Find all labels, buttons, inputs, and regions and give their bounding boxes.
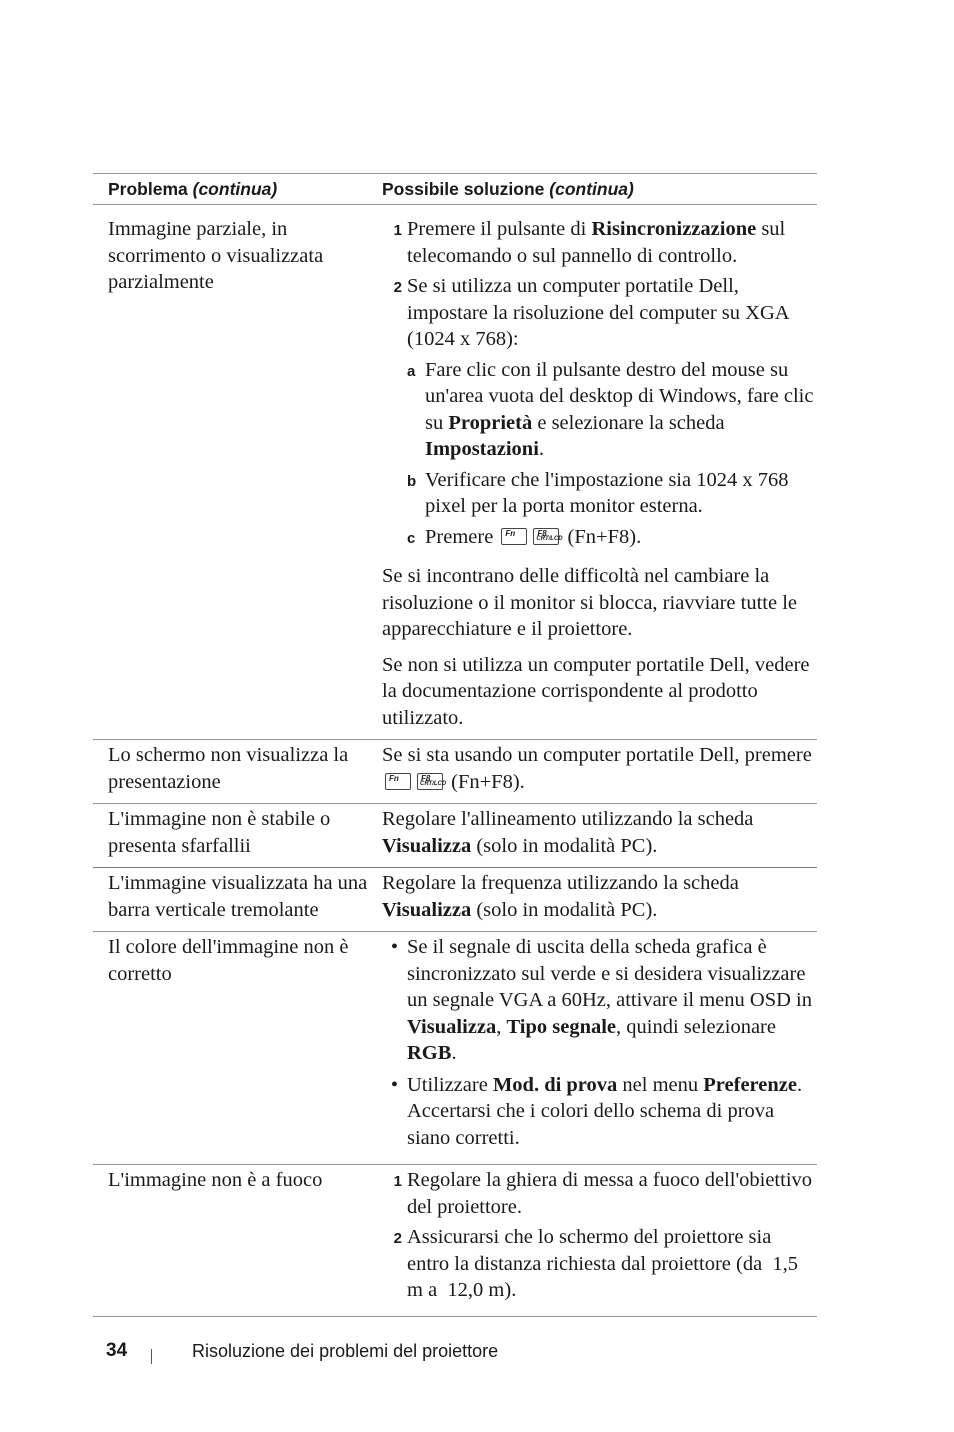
- table-header: [93, 174, 817, 205]
- solution-cell: [382, 205, 817, 739]
- header-solution: Possibile soluzione (continua): [382, 179, 634, 199]
- f8-key-icon: F8 CRT/LCD: [417, 773, 443, 790]
- fn-key-icon: Fn: [385, 773, 411, 790]
- solution-cell: Se si sta usando un computer portatile Dell, premere Fn F8 CRT/LCD (Fn+F8).: [382, 744, 812, 793]
- step-2: 2 Se si utilizza un computer portatile Dell, impostare la risoluzione del computer su XGA (1024 x 768):: [393, 275, 789, 350]
- substep-b: b Verificare che l'impostazione sia 1024 x 768 pixel per la porta monitor esterna.: [407, 468, 789, 517]
- table-row: [93, 740, 817, 804]
- problem-cell: Lo schermo non visualizza la presentazione: [108, 744, 349, 793]
- header-problem: Problema (continua): [108, 179, 278, 199]
- problem-cell: Il colore dell'immagine non è corretto: [108, 936, 349, 985]
- footer-title: Risoluzione dei problemi del proiettore: [192, 1341, 499, 1361]
- footer-divider: [151, 1349, 152, 1364]
- solution-cell: [382, 932, 817, 1164]
- substep-c: c Premere Fn F8 CRT/LCD (Fn+F8).: [407, 525, 642, 548]
- solution-cell: [382, 1165, 817, 1316]
- troubleshooting-table: [93, 173, 817, 1317]
- page-number: 34: [106, 1340, 128, 1361]
- bullet-icon: •: [390, 1073, 399, 1096]
- fn-key-icon: Fn: [501, 528, 527, 545]
- step-2: 2 Assicurarsi che lo schermo del proiettore sia entro la distanza richiesta dal proiettore (da 1,5 m a 12,0 m).: [393, 1226, 804, 1301]
- table-row: [93, 1165, 817, 1317]
- problem-cell: Immagine parziale, in scorrimento o visualizzata parzialmente: [108, 218, 324, 293]
- table-row: [93, 205, 817, 740]
- bullet-item: • Utilizzare Mod. di prova nel menu Preferenze. Accertarsi che i colori dello schema di prova siano corretti.: [382, 1072, 817, 1152]
- step-1: 1 Regolare la ghiera di messa a fuoco dell'obiettivo del proiettore.: [393, 1169, 813, 1218]
- problem-cell: L'immagine non è a fuoco: [108, 1169, 323, 1191]
- table-row: [93, 804, 817, 868]
- f8-key-icon: F8 CRT/LCD: [533, 528, 559, 545]
- bullet-item: • Se il segnale di uscita della scheda grafica è sincronizzato sul verde e si desidera visualizzare un segnale VGA a 60Hz, attivare il menu OSD in Visualizza, Tipo segnale, quindi selezionare RGB.: [382, 934, 817, 1067]
- step-1: 1 Premere il pulsante di Risincronizzazione sul telecomando o sul pannello di controllo.: [393, 218, 786, 267]
- substep-a: a Fare clic con il pulsante destro del mouse su un'area vuota del desktop di Windows, fare clic su Proprietà e selezionare la scheda Impostazioni.: [407, 358, 814, 460]
- solution-cell: Regolare l'allineamento utilizzando la scheda Visualizza (solo in modalità PC).: [382, 808, 754, 857]
- problem-cell: L'immagine visualizzata ha una barra verticale tremolante: [108, 872, 368, 921]
- page-footer: [0, 1340, 954, 1370]
- problem-cell: L'immagine non è stabile o presenta sfarfallii: [108, 808, 331, 857]
- table-row: [93, 868, 817, 932]
- solution-cell: Regolare la frequenza utilizzando la scheda Visualizza (solo in modalità PC).: [382, 872, 739, 921]
- bullet-icon: •: [390, 936, 399, 958]
- table-row: [93, 932, 817, 1165]
- note-paragraph: Se non si utilizza un computer portatile Dell, vedere la documentazione corrispondente al prodotto utilizzato.: [382, 653, 810, 729]
- note-paragraph: Se si incontrano delle difficoltà nel cambiare la risoluzione o il monitor si blocca, riavviare tutte le apparecchiature e il proiettore.: [382, 565, 798, 640]
